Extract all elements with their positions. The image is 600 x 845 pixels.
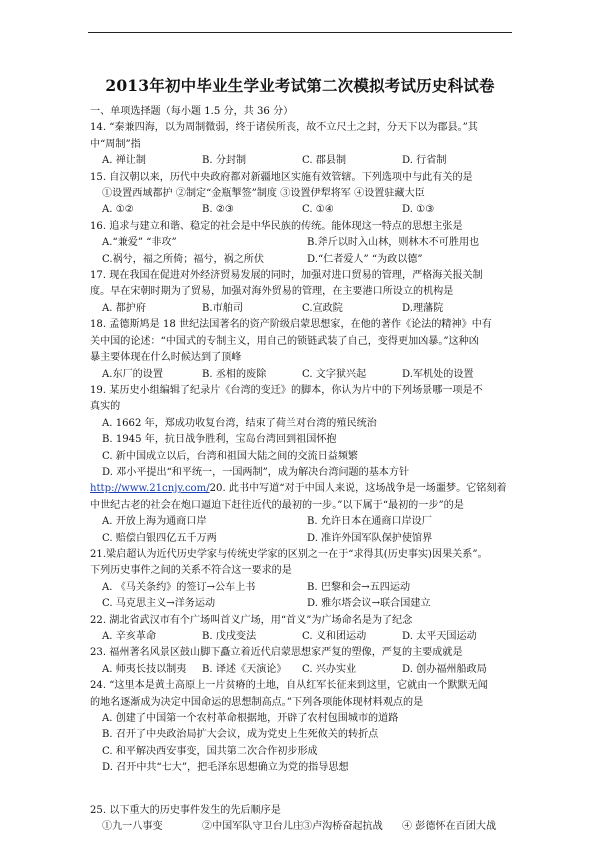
q20-options-row-1 — [90, 514, 512, 530]
q22-stem: 22. 湖北省武汉市有个广场叫首义广场，用“首义”为广场命名是为了纪念 — [90, 614, 413, 626]
q25-item-1: ①九一八事变 — [102, 821, 163, 833]
q20-stem-1 — [90, 481, 512, 497]
q17-option-a: A. 都护府 — [102, 302, 146, 314]
q15-option-a: A. ①② — [102, 204, 134, 216]
q18-stem-3: 暴主要体现在什么时候达到了顶峰 — [90, 352, 242, 364]
source-link[interactable]: http://www.21cnjy.com/ — [90, 483, 210, 495]
q19-option-c: C. 新中国成立以后，台湾和祖国大陆之间的交流日益频繁 — [102, 450, 359, 462]
q15-option-b: B. ②③ — [202, 204, 234, 216]
q15-option-d: D. ①③ — [402, 204, 435, 216]
q17-stem-2: 度。早在宋朝时期为了贸易，加强对海外贸易的管理，在主要港口所设立的机构是 — [90, 286, 454, 298]
q23-option-b: B. 译述《天演论》 — [202, 663, 287, 675]
q18-option-d: D.军机处的设置 — [402, 368, 474, 380]
q16-option-a: A.“兼爱” “非攻” — [102, 237, 177, 249]
q21-options-row-2 — [90, 596, 512, 612]
q15-options — [90, 202, 512, 218]
q23-option-a: A. 师夷长技以制夷 — [102, 663, 187, 675]
q21-stem-2: 下列历史事件之间的关系不符合这一要求的是 — [90, 565, 292, 577]
q20-option-a: A. 开放上海为通商口岸 — [102, 516, 207, 528]
q21-option-b: B. 巴黎和会→五四运动 — [307, 581, 411, 593]
q23-stem: 23. 福州著名风景区鼓山脚下矗立着近代启蒙思想家严复的塑像，严复的主要成就是 — [90, 647, 463, 659]
q19-stem-1: 19. 某历史小组编辑了纪录片《台湾的变迁》的脚本，你认为片中的下列场景哪一项是不 — [90, 384, 483, 396]
q15-items: ①设置西域都护 ②制定“金瓶掣签”制度 ③设置伊犁将军 ④设置驻藏大臣 — [102, 188, 425, 200]
q24-option-a: A. 创建了中国第一个农村革命根据地，开辟了农村包围城市的道路 — [102, 713, 399, 725]
q14-option-a: A. 禅让制 — [102, 155, 146, 167]
q21-option-d: D. 雅尔塔会议→联合国建立 — [307, 598, 431, 610]
q25-item-3: ③卢沟桥奋起抗战 — [302, 821, 383, 833]
question-list — [90, 104, 512, 835]
q20-stem-1-text: 20. 此书中写道“对于中国人来说，这场战争是一场噩梦。它铭刻着 — [209, 483, 507, 495]
exam-title: 2013年初中毕业生学业考试第二次模拟考试历史科试卷 — [105, 76, 495, 95]
q17-option-c: C.宣政院 — [302, 302, 343, 314]
q16-options-row-2 — [90, 252, 512, 268]
q21-options-row-1 — [90, 580, 512, 596]
q17-option-b: B.市舶司 — [202, 302, 243, 314]
spacer — [90, 777, 512, 803]
q21-option-a: A. 《马关条约》的签订→公车上书 — [102, 581, 256, 593]
q19-option-b: B. 1945 年，抗日战争胜利，宝岛台湾回到祖国怀抱 — [102, 434, 337, 446]
q23-option-c: C. 兴办实业 — [302, 663, 357, 675]
q22-option-c: C. 义和团运动 — [302, 631, 367, 642]
q22-option-d: D. 太平天国运动 — [402, 631, 477, 642]
q14-option-d: D. 行省制 — [402, 155, 447, 167]
q17-option-d: D.理藩院 — [402, 302, 444, 314]
q24-option-b: B. 召开了中央政治局扩大会议，成为党史上生死攸关的转折点 — [102, 729, 379, 741]
q15-stem: 15. 自汉朝以来，历代中央政府都对新疆地区实施有效管辖。下列选项中与此有关的是 — [90, 171, 473, 183]
q18-option-c: C. 文字狱兴起 — [302, 368, 367, 380]
q19-option-a: A. 1662 年，郑成功收复台湾，结束了荷兰对台湾的殖民统治 — [102, 417, 377, 429]
q22-option-b: B. 戊戌变法 — [202, 631, 257, 642]
q25-items — [90, 819, 512, 835]
q16-option-b: B.斧斤以时入山林，则林木不可胜用也 — [307, 237, 480, 249]
q18-options — [90, 367, 512, 383]
q25-stem: 25. 以下重大的历史事件发生的先后顺序是 — [90, 804, 281, 816]
q24-stem-2: 的地名逐渐成为决定中国命运的思想制高点。”下列各项能体现材料观点的是 — [90, 696, 424, 708]
q14-option-c: C. 郡县制 — [302, 155, 347, 167]
q20-option-b: B. 允许日本在通商口岸设厂 — [307, 516, 432, 528]
q25-item-2: ②中国军队守卫台儿庄 — [202, 821, 303, 833]
q20-option-d: D. 准许外国军队保护使馆界 — [307, 532, 433, 544]
q20-option-c: C. 赔偿白银四亿五千万两 — [102, 532, 217, 544]
q23-option-d: D. 创办福州船政局 — [402, 663, 487, 675]
section-heading: 一、单项选择题（每小题 1.5 分，共 36 分） — [90, 106, 294, 117]
q21-option-c: C. 马克思主义→洋务运动 — [102, 598, 216, 610]
q17-options — [90, 301, 512, 317]
q24-option-c: C. 和平解决西安事变，国共第二次合作初步形成 — [102, 745, 318, 757]
q22-options — [90, 629, 512, 645]
q18-option-b: B. 丞相的废除 — [202, 368, 267, 380]
q15-option-c: C. ①④ — [302, 204, 334, 216]
q18-option-a: A.东厂的设置 — [102, 368, 163, 380]
q19-option-d: D. 邓小平提出“和平统一，一国两制”，成为解决台湾问题的基本方针 — [102, 466, 410, 478]
q16-option-d: D.“仁者爱人” “为政以德” — [307, 253, 423, 265]
q14-stem-1: 14. “秦兼四海，以为周制微弱，终于诸侯所丧，故不立尺土之封，分天下以为郡县。”其 — [90, 122, 478, 134]
q14-option-b: B. 分封制 — [202, 155, 247, 167]
q20-options-row-2 — [90, 531, 512, 547]
q19-stem-2: 真实的 — [90, 401, 121, 413]
q16-stem: 16. 追求与建立和谐、稳定的社会是中华民族的传统。能体现这一特点的思想主张是 — [90, 220, 463, 232]
q24-option-d: D. 召开中共“七大”，把毛泽东思想确立为党的指导思想 — [102, 762, 349, 774]
q23-options — [90, 662, 512, 678]
q16-option-c: C.祸兮，福之所倚；福兮，祸之所伏 — [102, 253, 264, 265]
q20-stem-2: 中世纪古老的社会在炮口逼迫下赶往近代的最初的一步。”以下属于“最初的一步”的是 — [90, 499, 464, 511]
q24-stem-1: 24. “这里本是黄土高原上一片贫瘠的土地，自从红军长征来到这里，它就由一个默默无闻 — [90, 680, 488, 692]
q21-stem-1: 21.梁启超认为近代历史学家与传统史学家的区别之一在于“求得其(历史事实)因果关系”。 — [90, 548, 488, 560]
q25-item-4: ④ 彭德怀在百团大战 — [402, 821, 497, 833]
q14-options — [90, 153, 512, 169]
q18-stem-1: 18. 孟德斯鸠是 18 世纪法国著名的资产阶级启蒙思想家，在他的著作《论法的精神》中有 — [90, 319, 492, 331]
q16-options-row-1 — [90, 235, 512, 251]
q14-stem-2: 中“周制”指 — [90, 138, 141, 150]
header-rule — [88, 32, 512, 33]
q22-option-a: A. 辛亥革命 — [102, 631, 157, 642]
q17-stem-1: 17. 现在我国在促进对外经济贸易发展的同时，加强对进口贸易的管理，严格海关报关制 — [90, 270, 483, 282]
q18-stem-2: 关中国的论述：“中国式的专制主义，用自己的锁链武装了自己，变得更加凶暴。”这种凶 — [90, 335, 479, 347]
